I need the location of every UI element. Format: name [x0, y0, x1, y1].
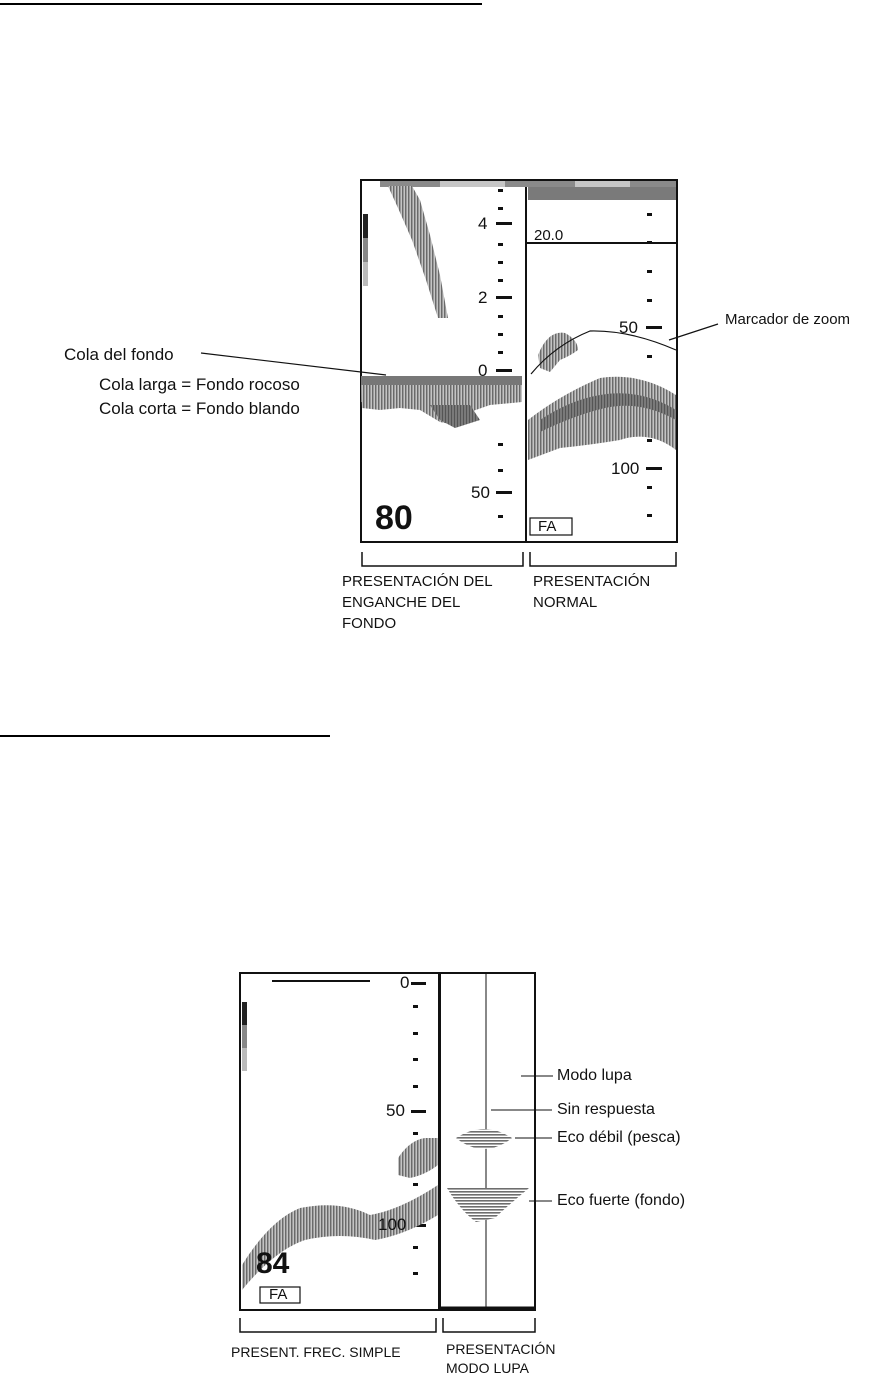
fish-school-echo-2	[398, 1138, 438, 1178]
caption-bottom-lock	[342, 571, 493, 634]
caption-magnifier-line1: PRESENTACIÓN	[446, 1341, 556, 1357]
fa-badge-2: FA	[269, 1286, 288, 1303]
single-depth-label-100: 100	[378, 1215, 407, 1234]
color-scale-bar	[363, 214, 368, 238]
normal-depth-label-50: 50	[619, 318, 638, 337]
annotation-bottom-tail: Cola del fondo	[64, 345, 174, 364]
caption-bracket-right-2	[443, 1318, 535, 1332]
caption-magnifier-line2: MODO LUPA	[446, 1360, 529, 1376]
fa-badge: FA	[538, 518, 557, 535]
annotation-zoom-marker: Marcador de zoom	[725, 311, 851, 328]
annotation-strong-echo: Eco fuerte (fondo)	[557, 1192, 686, 1209]
depth-label-2: 2	[478, 288, 488, 307]
single-depth-label-50: 50	[386, 1101, 405, 1120]
strong-echo-shape	[447, 1188, 529, 1222]
single-depth-label-0: 0	[400, 973, 410, 992]
caption-bottom-lock-line3: FONDO	[342, 615, 397, 632]
caption-bracket-left	[362, 552, 523, 566]
zoom-line-value: 20.0	[534, 227, 564, 244]
fish-school-echo	[538, 333, 578, 372]
range-value-2: 84	[256, 1247, 290, 1280]
annotation-magnifier-mode: Modo lupa	[557, 1067, 632, 1084]
annotation-long-tail: Cola larga = Fondo rocoso	[99, 375, 300, 394]
caption-magnifier	[446, 1340, 555, 1378]
caption-normal-line1: PRESENTACIÓN	[533, 573, 651, 590]
caption-single-freq	[231, 1342, 401, 1363]
caption-bottom-lock-line1: PRESENTACIÓN DEL	[342, 573, 493, 590]
color-scale-bar-2	[242, 1002, 247, 1025]
annotation-no-response: Sin respuesta	[557, 1101, 655, 1118]
depth-label-50: 50	[471, 483, 490, 502]
annotation-weak-echo: Eco débil (pesca)	[557, 1129, 681, 1146]
caption-normal-line2: NORMAL	[533, 594, 598, 611]
range-value: 80	[375, 499, 413, 537]
weak-echo-shape	[456, 1129, 512, 1149]
caption-bracket-left-2	[240, 1318, 436, 1332]
fish-trace	[388, 186, 448, 318]
annotation-short-tail: Cola corta = Fondo blando	[99, 399, 300, 418]
section-rule-middle	[0, 735, 330, 737]
caption-single-freq-line1: PRESENT. FREC. SIMPLE	[231, 1344, 401, 1360]
depth-label-0: 0	[478, 361, 488, 380]
bottom-lock-panel	[361, 180, 526, 542]
caption-normal	[533, 571, 650, 613]
figure2-diagram	[0, 940, 869, 1379]
caption-bracket-right	[530, 552, 676, 566]
normal-depth-label-100: 100	[611, 459, 640, 478]
figure1-diagram	[0, 0, 869, 660]
depth-label-4: 4	[478, 214, 488, 233]
caption-bottom-lock-line2: ENGANCHE DEL	[342, 594, 461, 611]
